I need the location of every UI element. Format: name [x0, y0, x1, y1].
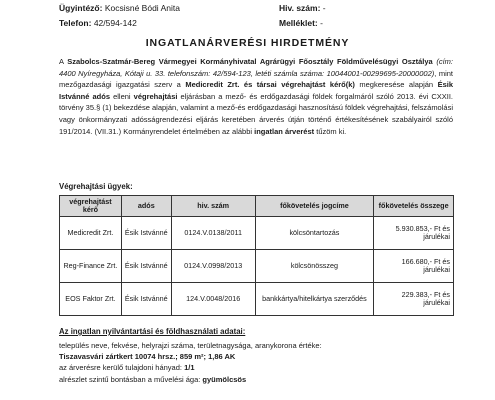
- cell-claim: bankkártya/hitelkártya szerződés: [255, 283, 374, 316]
- cell-creditor: Medicredit Zrt.: [60, 217, 122, 250]
- share-label: az árverésre kerülő tulajdoni hányad:: [59, 363, 185, 373]
- intro-text-6: megkeresése alapján: [354, 80, 438, 90]
- cell-debtor: Ésik Istvánné: [121, 283, 171, 316]
- authority-details: (cím: 4400 Nyíregyháza, Kótaji u. 33. telefonszám: 42/594-123, letéti számla száma: 10044001-00299695-20000002): [59, 57, 453, 78]
- melleklet-label: Melléklet:: [279, 17, 318, 28]
- debts-section-title: Végrehajtási ügyek:: [59, 182, 133, 191]
- intro-text-10: eljárásban a mező- és erdőgazdasági földek forgalmáról szóló 2013. évi CXXII. törvény 35.§ (1) bekezdése alapján, valamint a mező-és erdőgazdasági hasznosítású földek végrehajtási, felszámolási vagy önkormányzati adósságrendezési eljárás keretében árverés útján történő értékesítésének szabályairól szóló 191/2014. (VII.31.) Kormányrendelet értelmében az alábbi: [59, 91, 453, 136]
- col-header-amount: főkövetelés összege: [374, 196, 454, 217]
- auction-phrase: ingatlan árverést: [254, 126, 315, 136]
- cell-debtor: Ésik Istvánné: [121, 217, 171, 250]
- creditor-phrase: Medicredit Zrt. és társai végrehajtást kérő(k): [185, 80, 355, 90]
- col-header-debtor: adós: [121, 196, 171, 217]
- intro-text-8: elleni: [110, 91, 134, 101]
- debtor-phrase: Ésik Istvánné adós: [59, 80, 454, 101]
- ugyintezo-value: Kocsisné Bódi Anita: [104, 3, 180, 13]
- cultivation-label: alrészlet szintű bontásban a művelési ága:: [59, 374, 203, 384]
- procedure-type: végrehajtási: [133, 91, 178, 101]
- property-details: [59, 340, 459, 385]
- intro-paragraph: [59, 56, 453, 137]
- cultivation-value: gyümölcsös: [202, 374, 247, 384]
- share-value: 1/1: [184, 363, 195, 373]
- col-header-claim: főkövetelés jogcíme: [255, 196, 374, 217]
- cell-amount: 5.930.853,- Ft és járulékai: [374, 217, 454, 250]
- table-row: [60, 217, 454, 250]
- hiv-szam-label: Hiv. szám:: [279, 3, 321, 13]
- cell-claim: kölcsönösszeg: [255, 250, 374, 283]
- ugyintezo-label: Ügyintéző:: [59, 3, 103, 13]
- header-row-1: [59, 1, 469, 16]
- intro-text-1: A: [59, 57, 68, 66]
- property-line-location-label: település neve, fekvése, helyrajzi száma, területnagysága, aranykorona értéke:: [59, 341, 322, 350]
- col-header-ref: hiv. szám: [171, 196, 255, 217]
- cell-amount: 166.680,- Ft és járulékai: [374, 250, 454, 283]
- letter-header: [59, 1, 469, 30]
- intro-text-4: , mint mezőgazdasági igazgatási szerv a: [59, 68, 454, 90]
- table-row: [60, 283, 454, 316]
- cell-creditor: Reg-Finance Zrt.: [60, 250, 122, 283]
- hiv-szam-value: -: [322, 3, 326, 13]
- cell-creditor: EOS Faktor Zrt.: [60, 283, 122, 316]
- melleklet-value: -: [320, 17, 323, 28]
- property-line-cultivation: [59, 374, 459, 385]
- melleklet-field: [279, 16, 323, 31]
- telefon-value: 42/594-142: [93, 17, 137, 28]
- cell-ref: 0124.V.0138/2011: [171, 217, 255, 250]
- authority-name: Szabolcs-Szatmár-Bereg Vármegyei Kormányhivatal Agrárügyi Főosztály Földművelésügyi Osztálya: [67, 57, 433, 66]
- cell-debtor: Ésik Istvánné: [121, 250, 171, 283]
- cell-amount: 229.383,- Ft és járulékai: [374, 283, 454, 316]
- hiv-szam-field: [279, 1, 326, 16]
- document-title: INGATLANÁRVERÉSI HIRDETMÉNY: [145, 37, 350, 49]
- header-row-2: [59, 16, 469, 31]
- telefon-label: Telefon:: [59, 17, 92, 28]
- cell-ref: 124.V.0048/2016: [171, 283, 255, 316]
- col-header-creditor: végrehajtást kérő: [60, 196, 122, 217]
- cell-ref: 0124.V.0998/2013: [171, 250, 255, 283]
- property-line-share: [59, 362, 459, 373]
- table-header-row: [60, 196, 454, 217]
- property-section-title: Az ingatlan nyilvántartási és földhasználati adatai:: [59, 327, 246, 336]
- debts-table: [59, 195, 454, 316]
- property-line-location-value: Tiszavasvári zártkert 10074 hrsz.; 859 m²; 1,86 AK: [59, 352, 236, 362]
- table-row: [60, 250, 454, 283]
- intro-text-12: tűzöm ki.: [314, 126, 347, 136]
- cell-claim: kölcsöntartozás: [255, 217, 374, 250]
